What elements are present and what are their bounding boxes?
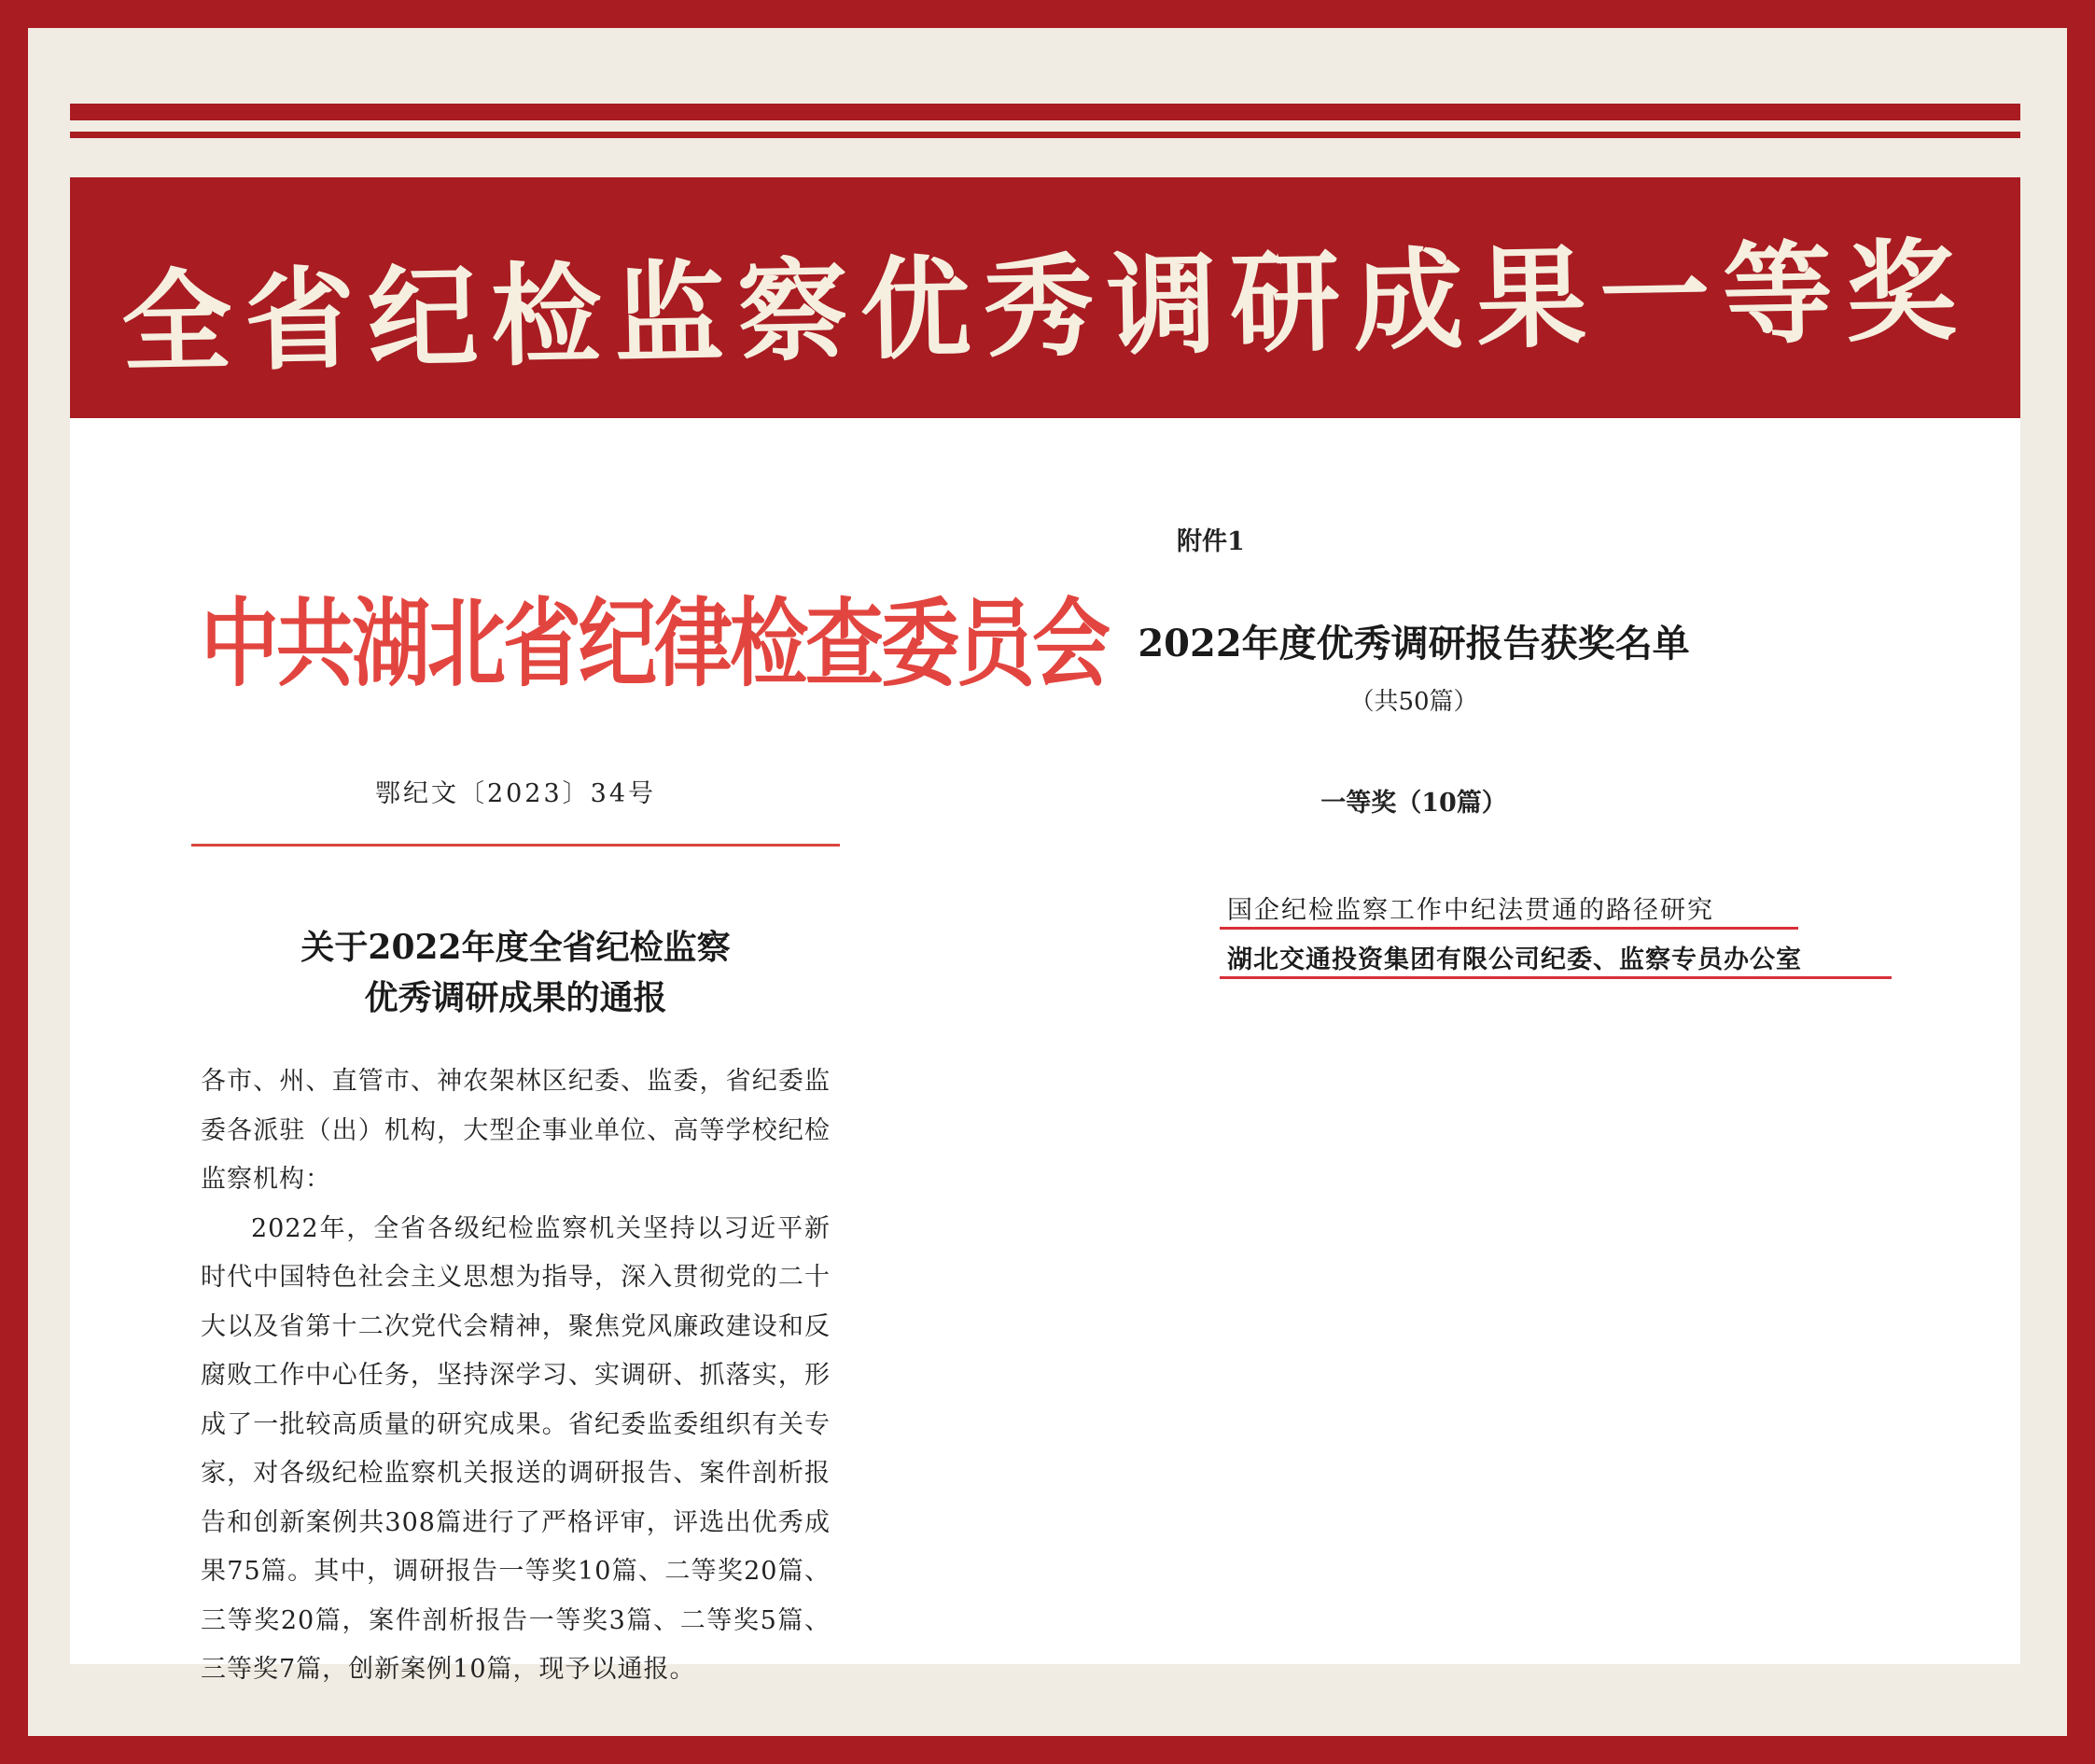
title-banner bbox=[70, 177, 2020, 418]
notice-paragraph: 2022年，全省各级纪检监察机关坚持以习近平新时代中国特色社会主义思想为指导，深入贯彻党的二十大以及省第十二次党代会精神，聚焦党风廉政建设和反腐败工作中心任务，坚持深学习、实调研、抓落实，形成了一批较高质量的研究成果。省纪委监委组织有关专家，对各级纪检监察机关报送的调研报告、案件剖析报告和创新案例共308篇进行了严格评审，评选出优秀成果75篇。其中，调研报告一等奖10篇、二等奖20篇、三等奖20篇，案件剖析报告一等奖3篇、二等奖5篇、三等奖7篇，创新案例10篇，现予以通报。 bbox=[201, 1213, 831, 1684]
red-separator-line bbox=[191, 844, 840, 847]
document-number: 鄂纪文〔2023〕34号 bbox=[374, 779, 657, 808]
entry-org-underline bbox=[1220, 976, 1892, 979]
award-entry-organization: 湖北交通投资集团有限公司纪委、监察专员办公室 bbox=[1227, 945, 1802, 974]
first-prize-heading: 一等奖（10篇） bbox=[1320, 789, 1507, 818]
notice-addressee: 各市、州、直管市、神农架林区纪委、监委，省纪委监委各派驻（出）机构，大型企事业单位、高等学校纪检监察机构： bbox=[201, 1067, 831, 1194]
award-entry-title: 国企纪检监察工作中纪法贯通的路径研究 bbox=[1227, 896, 1714, 925]
issuer-heading: 中共湖北省纪律检查委员会 bbox=[201, 587, 1109, 700]
attachment-label: 附件1 bbox=[1177, 527, 1245, 556]
award-list-title: 2022年度优秀调研报告获奖名单 bbox=[1138, 622, 1690, 665]
top-rule-thick bbox=[70, 104, 2020, 120]
award-list-total: （共50篇） bbox=[1349, 688, 1478, 716]
notice-body bbox=[201, 1057, 831, 1695]
notice-title bbox=[201, 922, 831, 1023]
notice-title-line2: 优秀调研成果的通报 bbox=[364, 978, 667, 1017]
top-rule-thin bbox=[70, 132, 2020, 138]
document-sheet bbox=[70, 418, 2020, 1684]
banner-title: 全省纪检监察优秀调研成果一等奖 bbox=[120, 225, 1971, 388]
entry-title-underline bbox=[1220, 927, 1798, 930]
notice-title-line1: 关于2022年度全省纪检监察 bbox=[300, 928, 731, 967]
